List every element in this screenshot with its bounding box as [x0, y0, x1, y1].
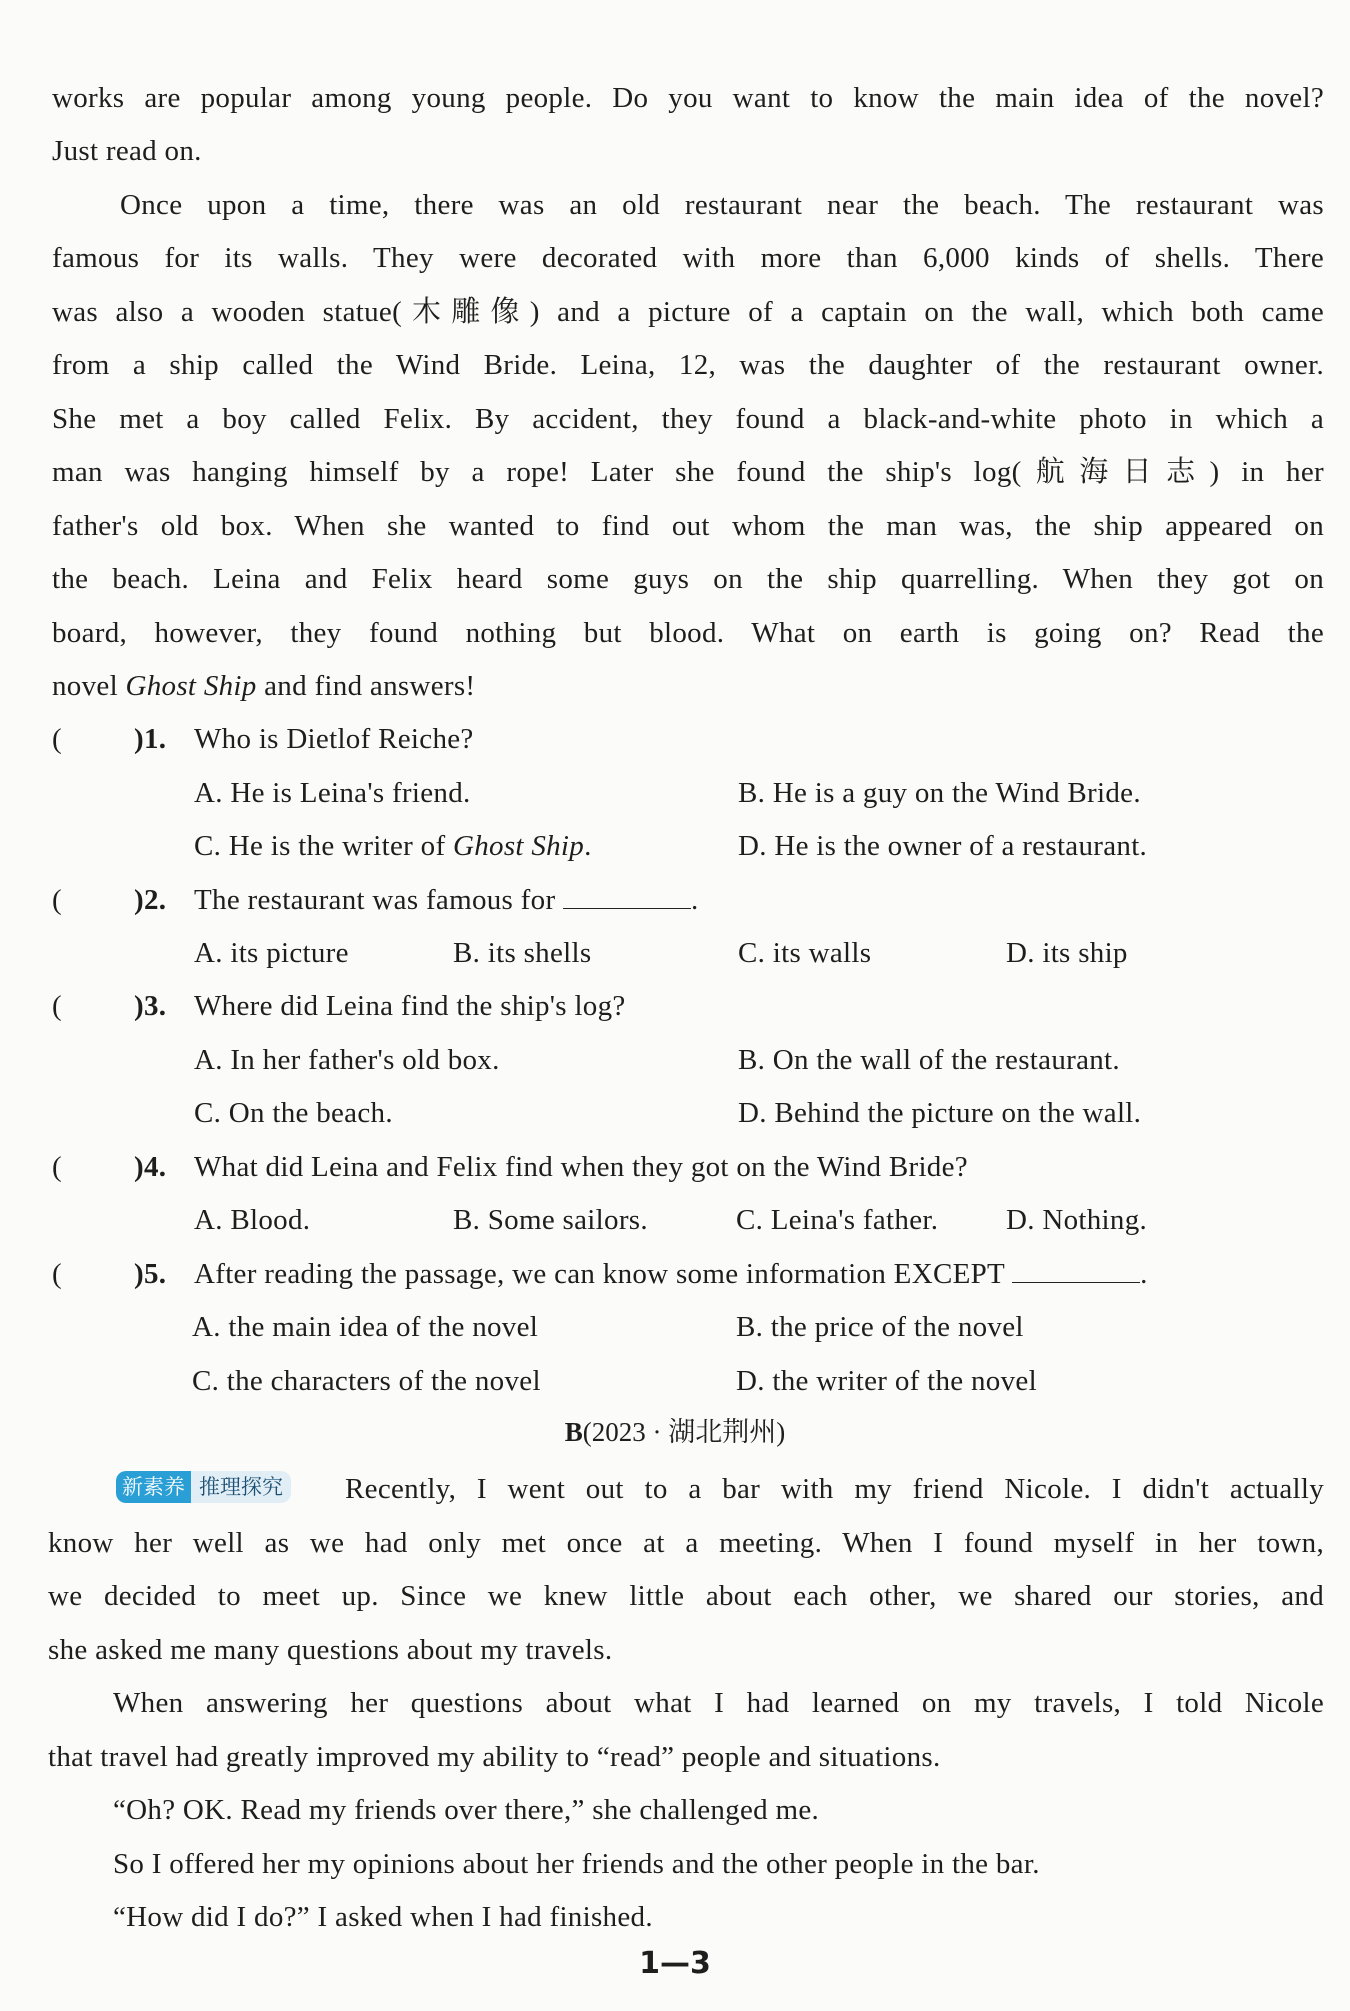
passage-a-line: father's old box. When she wanted to find out whom the man was, the ship appeared on — [52, 510, 1324, 542]
question-number: )2. — [134, 884, 167, 916]
option-text: . — [584, 830, 592, 862]
passage-b-line: So I offered her my opinions about her friends and the other people in the bar. — [113, 1848, 1040, 1880]
novel-title: Ghost Ship — [452, 830, 585, 862]
text-fragment: and find answers! — [256, 670, 476, 702]
option-c[interactable]: C. the characters of the novel — [192, 1365, 541, 1397]
option-d[interactable]: D. the writer of the novel — [736, 1365, 1037, 1397]
passage-a-last-line — [52, 666, 1324, 706]
option-c[interactable] — [194, 826, 592, 866]
question-stem: After reading the passage, we can know some information EXCEPT — [194, 1258, 1013, 1290]
option-b[interactable]: B. He is a guy on the Wind Bride. — [738, 777, 1141, 809]
option-d[interactable]: D. Behind the picture on the wall. — [738, 1097, 1142, 1129]
passage-b-line: When answering her questions about what I had learned on my travels, I told Nicole — [113, 1687, 1324, 1719]
answer-blank[interactable] — [563, 880, 691, 909]
text-fragment: novel — [52, 670, 126, 702]
option-a[interactable]: A. In her father's old box. — [194, 1044, 500, 1076]
passage-a-line: famous for its walls. They were decorated with more than 6,000 kinds of shells. There — [52, 242, 1324, 274]
option-c[interactable]: C. On the beach. — [194, 1097, 393, 1129]
question-stem-end: . — [690, 884, 699, 916]
option-d[interactable]: D. He is the owner of a restaurant. — [738, 830, 1148, 862]
question-stem: Where did Leina find the ship's log? — [194, 990, 626, 1022]
answer-paren[interactable]: ( — [52, 723, 62, 755]
passage-a-line: from a ship called the Wind Bride. Leina, 12, was the daughter of the restaurant owner. — [52, 349, 1324, 381]
answer-paren[interactable]: ( — [52, 884, 62, 916]
section-letter: B — [564, 1417, 583, 1447]
question-stem: Who is Dietlof Reiche? — [194, 723, 474, 755]
question-stem: What did Leina and Felix find when they got on the Wind Bride? — [194, 1151, 968, 1183]
passage-b-line: she asked me many questions about my travels. — [48, 1634, 613, 1666]
option-a[interactable]: A. its picture — [194, 937, 349, 969]
passage-b-line: we decided to meet up. Since we knew little about each other, we shared our stories, and — [48, 1580, 1324, 1612]
passage-b-line: “Oh? OK. Read my friends over there,” she challenged me. — [113, 1794, 820, 1826]
section-b-heading — [0, 1412, 1350, 1452]
option-b[interactable]: B. On the wall of the restaurant. — [738, 1044, 1120, 1076]
question-number: )1. — [134, 723, 167, 755]
option-d[interactable]: D. Nothing. — [1006, 1204, 1148, 1236]
option-c[interactable]: C. its walls — [738, 937, 872, 969]
answer-paren[interactable]: ( — [52, 1151, 62, 1183]
page-number: 1—3 — [639, 1946, 711, 1981]
option-b[interactable]: B. Some sailors. — [453, 1204, 648, 1236]
option-c[interactable]: C. Leina's father. — [736, 1204, 939, 1236]
passage-a-line: Just read on. — [52, 135, 202, 167]
passage-a-line: the beach. Leina and Felix heard some guys on the ship quarrelling. When they got on — [52, 563, 1324, 595]
option-a[interactable]: A. Blood. — [194, 1204, 311, 1236]
passage-a-line: board, however, they found nothing but blood. What on earth is going on? Read the — [52, 617, 1324, 649]
answer-blank[interactable] — [1012, 1254, 1140, 1283]
skill-tag-category: 推理探究 — [191, 1471, 291, 1503]
option-d[interactable]: D. its ship — [1006, 937, 1128, 969]
question-stem: The restaurant was famous for — [194, 884, 563, 916]
passage-a-line: Once upon a time, there was an old restaurant near the beach. The restaurant was — [120, 189, 1324, 221]
option-a[interactable]: A. the main idea of the novel — [192, 1311, 539, 1343]
option-a[interactable]: A. He is Leina's friend. — [194, 777, 471, 809]
option-b[interactable]: B. its shells — [453, 937, 592, 969]
question-number: )4. — [134, 1151, 167, 1183]
question-number: )3. — [134, 990, 167, 1022]
passage-a-line: She met a boy called Felix. By accident, they found a black-and-white photo in which a — [52, 403, 1324, 435]
answer-paren[interactable]: ( — [52, 990, 62, 1022]
question-number: )5. — [134, 1258, 167, 1290]
passage-b-line: that travel had greatly improved my ability to “read” people and situations. — [48, 1741, 941, 1773]
passage-b-line: know her well as we had only met once at a meeting. When I found myself in her town, — [48, 1527, 1324, 1559]
option-b[interactable]: B. the price of the novel — [736, 1311, 1024, 1343]
novel-title: Ghost Ship — [125, 670, 257, 702]
passage-b-line: “How did I do?” I asked when I had finished. — [113, 1901, 653, 1933]
option-text: C. He is the writer of — [194, 830, 453, 862]
passage-a-line: works are popular among young people. Do you want to know the main idea of the novel? — [52, 82, 1324, 114]
skill-tag — [116, 1471, 291, 1503]
section-source: (2023 · 湖北荆州) — [582, 1417, 786, 1447]
passage-a-line: was also a wooden statue(木雕像) and a picture of a captain on the wall, which both came — [52, 296, 1324, 328]
passage-b-line: Recently, I went out to a bar with my friend Nicole. I didn't actually — [345, 1473, 1324, 1505]
question-stem-end: . — [1140, 1258, 1148, 1290]
answer-paren[interactable]: ( — [52, 1258, 62, 1290]
skill-tag-label: 新素养 — [116, 1471, 191, 1503]
passage-a-line: man was hanging himself by a rope! Later she found the ship's log(航海日志) in her — [52, 456, 1324, 488]
